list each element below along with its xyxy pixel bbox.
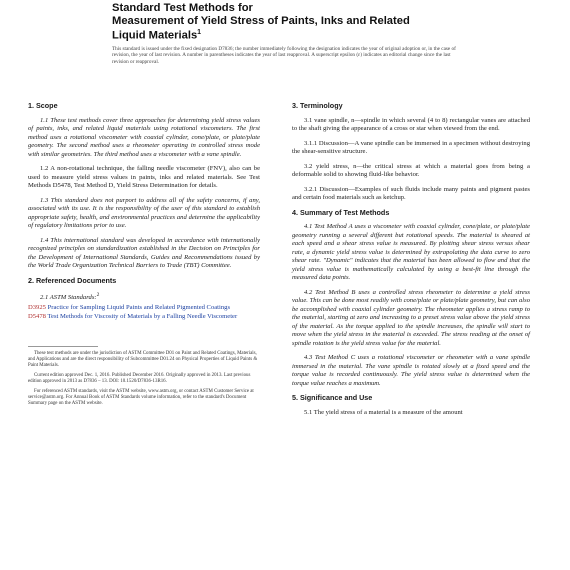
summary-4-3: 4.3 Test Method C uses a rotational viscometer or rheometer with a vane spindle immersed in the material. The vane spindle is rotated slowly at a fixed speed and the torque value is recorded continuously. The yield stress value is determined when the torque value reaches a maximum. xyxy=(292,354,530,387)
terminology-3-2: 3.2 yield stress, n—the critical stress at which a material goes from being a deformable solid to showing fluid-like behavior. xyxy=(292,162,530,178)
section-scope-heading: 1. Scope xyxy=(28,101,58,110)
scope-1-1: 1.1 These test methods cover three approaches for determining yield stress values of paints, inks, and related liquid materials using rotational viscometers. The first method uses a rotational viscometer with coaxial cylinder, cone/plate, or plate/plate geometry. The second method uses a rheometer operating in controlled stress mode with similar geometries. The third method uses a viscometer with a vane spindle. xyxy=(28,116,260,158)
terminology-3-1: 3.1 vane spindle, n—spindle in which several (4 to 8) rectangular vanes are attached to the shaft giving the appearance of a cross or star when viewed from the end. xyxy=(292,116,530,132)
title-line-1: Standard Test Methods for xyxy=(112,2,253,14)
scope-1-4: 1.4 This international standard was developed in accordance with internationally recognized principles on standardization established in the Decision on Principles for the Development of International Standards, Guides and Recommendations issued by the World Trade Organization Technical Barriers to Trade (TBT) Committee. xyxy=(28,236,260,269)
terminology-3-1-1: 3.1.1 Discussion—A vane spindle can be immersed in a specimen without destroying the shear-sensitive structure. xyxy=(292,139,530,155)
reference-d5478-title[interactable]: Test Methods for Viscosity of Materials by a Falling Needle Viscometer xyxy=(47,313,238,321)
reference-d3925-title[interactable]: Practice for Sampling Liquid Paints and Related Pigmented Coatings xyxy=(47,303,231,311)
astm-standards-text: 2.1 ASTM Standards: xyxy=(40,294,97,302)
scope-1-2: 1.2 A non-rotational technique, the falling needle viscometer (FNV), also can be used to measure yield stress values in paints, inks and related materials. See Test Methods D5478, Test Method D, Yield Stress Determination for details. xyxy=(28,165,260,189)
document-title xyxy=(112,2,472,43)
right-column xyxy=(292,98,530,423)
section-significance-heading: 5. Significance and Use xyxy=(292,393,373,402)
footnote-current-edition: Current edition approved Dec. 1, 2016. Published December 2016. Originally approved in 2013. Last previous edition approved in 2013 as D7836 – 13. DOI: 10.1520/D7836-13R16. xyxy=(28,372,251,384)
title-line-3 xyxy=(112,27,472,42)
footnote-1: These test methods are under the jurisdiction of ASTM Committee D01 on Paint and Related Coatings, Materials, and Applications and are the direct responsibility of Subcommittee D01.24 on Physical Properties of Liquid Paints & Paint Materials. xyxy=(28,350,258,368)
section-referenced-documents-heading: 2. Referenced Documents xyxy=(28,275,117,285)
reference-d3925[interactable] xyxy=(28,304,260,313)
terminology-3-2-1: 3.2.1 Discussion—Examples of such fluids include many paints and pigment pastes and certain food materials such as ketchup. xyxy=(292,185,530,201)
section-summary-heading: 4. Summary of Test Methods xyxy=(292,207,390,217)
astm-standards-label xyxy=(28,291,260,303)
scope-1-3: 1.3 This standard does not purport to address all of the safety concerns, if any, associated with its use. It is the responsibility of the user of this standard to establish appropriate safety, health, and environmental practices and determine the applicability of regulatory limitations prior to use. xyxy=(28,196,260,229)
title-line-2: Measurement of Yield Stress of Paints, Inks and Related xyxy=(112,14,410,27)
title-line-3-text: Liquid Materials xyxy=(112,29,198,42)
reference-d5478[interactable] xyxy=(28,313,260,322)
footnote-2: For referenced ASTM standards, visit the ASTM website, www.astm.org, or contact ASTM Customer Service at service@astm.org. For Annual Book of ASTM Standards volume information, refer to the standard's Document Summary page on the ASTM website. xyxy=(28,388,254,406)
summary-4-1: 4.1 Test Method A uses a viscometer with coaxial cylinder, cone/plate, or plate/plate geometry running a several different but rotational speeds. The material is sheared at each speed and a shear stress value is measured. By plotting shear stress versus shear rate, a dynamic yield stress value is determined by extrapolating the data curve to zero shear rate. "Dynamic" indicates that the material has been allowed to flow and that the yield stress value is mathematically calculated by using a best-fit line through the measured data points. xyxy=(292,223,530,281)
left-column xyxy=(28,98,260,411)
significance-5-1: 5.1 The yield stress of a material is a measure of the amount xyxy=(304,408,463,416)
designation-notice: This standard is issued under the fixed designation D7836; the number immediately following the designation indicates the year of original adoption or, in the case of revision, the year of last revision. A number in parentheses indicates the year of last reapproval. A superscript epsilon (ε) indicates an editorial change since the last revision or reapproval. xyxy=(112,46,456,65)
reference-d5478-code[interactable]: D5478 xyxy=(28,313,46,321)
section-terminology-heading: 3. Terminology xyxy=(292,101,343,110)
title-footnote-mark: 1 xyxy=(197,29,202,37)
astm-footnote-mark: 2 xyxy=(96,292,100,298)
reference-d3925-code[interactable]: D3925 xyxy=(28,303,46,311)
summary-4-2: 4.2 Test Method B uses a controlled stress rheometer to determine a yield stress value. This can be done most readily with cone/plate or plate/plate geometry, but can also be accomplished with coaxial cylinder geometry. The rheometer applies a stress ramp to the material, starting at zero and increasing to a preset stress value above the yield stress of the material. As the torque applied to the spindle increases, the spindle will start to move when the yield stress in the material is exceeded. The stress reading at the onset of spindle rotation is the yield stress value for the material. xyxy=(292,288,530,347)
footnote-rule xyxy=(28,346,98,347)
